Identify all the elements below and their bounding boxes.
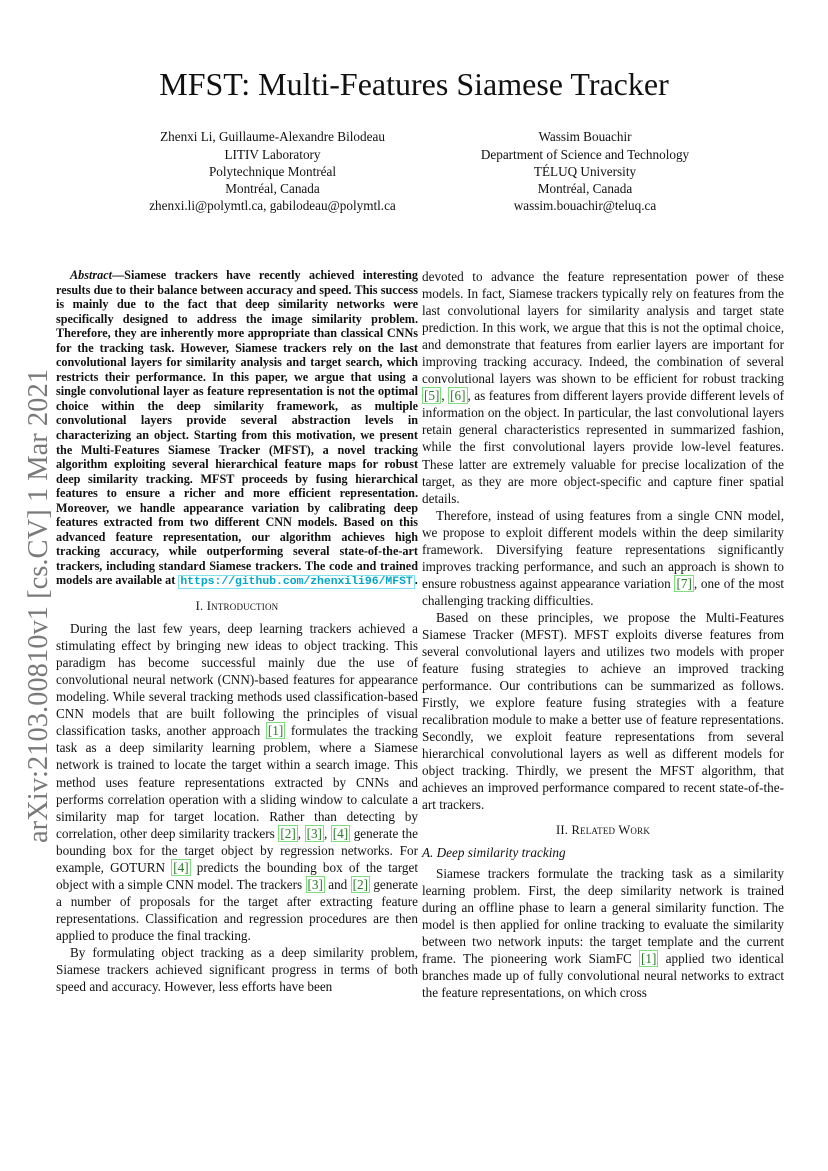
subsection-heading-deep-similarity: A. Deep similarity tracking xyxy=(422,844,566,860)
citation-link[interactable]: [6] xyxy=(450,388,466,404)
author-block-right xyxy=(440,128,730,214)
code-repository-link[interactable]: https://github.com/zhenxili96/MFST xyxy=(180,576,413,589)
affiliation-location: Montréal, Canada xyxy=(537,181,633,196)
affiliation-institution: TÉLUQ University xyxy=(533,164,637,179)
citation-link[interactable]: [1] xyxy=(267,723,284,739)
citation-link[interactable]: [3] xyxy=(307,876,323,892)
intro-paragraph-3: Therefore, instead of using features from a single CNN model, we propose to exploit different models within the deep similarity framework. Diversifying feature representations significantly improves tracking performance, and such an approach is shown to ensure robustness against appearance variation [7] , one of the most challenging tracking difficulties. xyxy=(422,507,784,608)
citation-link[interactable]: [1] xyxy=(641,950,657,966)
abstract-text: —Siamese trackers have recently achieved interesting results due to their balance between accuracy and speed. This success is mainly due to the fact that deep similarity networks were specifically designed to address the image similarity problem. Therefore, they are inherently more appropriate than classical CNNs for the tracking task. However, Siamese trackers rely on the last convolutional layers for similarity analysis and target search, which restricts their performance. In this paper, we argue that using a single convolutional layer as feature representation is not the optimal choice within the deep similarity framework, as multiple convolutional layers provide several abstraction levels in characterizing an object. Starting from this motivation, we present the Multi-Features Siamese Tracker (MFST), a novel tracking algorithm exploiting several hierarchical feature maps for robust deep similarity tracking. MFST proceeds by fusing hierarchical features to ensure a richer and more efficient representation. Moreover, we handle appearance variation by calibrating deep features extracted from two different CNN models. Based on this advanced feature representation, our algorithm achieves high tracking accuracy, while outperforming several state-of-the-art trackers, including standard Siamese trackers. The code and trained models are available at xyxy=(56,268,418,588)
intro-paragraph-4: Based on these principles, we propose the Multi-Features Siamese Tracker (MFST). MFST exploits diverse features from several convolutional layers and utilizes two models with proper feature fusing strategies to achieve an improved tracking performance. Our contributions can be summarized as follows. Firstly, we explore feature fusing strategies with a feature recalibration module to make a better use of feature representations. Secondly, we exploit feature representations from several hierarchical convolutional layers as well as different models for object tracking. Thirdly, we present the MFST algorithm, that achieves an improved performance compared to recent state-of-the-art trackers. xyxy=(422,609,784,813)
author-block-left xyxy=(110,128,435,214)
author-names: Wassim Bouachir xyxy=(538,129,632,144)
arxiv-identifier-stamp xyxy=(14,365,60,845)
intro-paragraph-1: During the last few years, deep learning trackers achieved a stimulating effect by bringing new ideas to object tracking. This paradigm has become successful mainly due the use of convolutional neural network (CNN)-based features for appearance modeling. While several tracking methods used classification-based CNN models that are built following the principles of visual classification tasks, another approach [1] formulates the tracking task as a deep similarity learning problem, where a Siamese network is trained to locate the target within a search image. This method uses feature representations extracted by CNNs and performs correlation operation with a sliding window to calculate a similarity map for target location. Rather than detecting by correlation, other deep similarity trackers [2] , [3] , [4] generate the bounding box for the target object by regression networks. For example, GOTURN [4] predicts the bounding box of the target object with a simple CNN model. The trackers [3] and [2] generate a number of proposals for the target after extracting feature representations. Classification and regression procedures are then applied to produce the final tracking. xyxy=(56,621,418,943)
affiliation-lab: LITIV Laboratory xyxy=(224,147,321,162)
intro-paragraph-2-start: By formulating object tracking as a deep similarity problem, Siamese trackers achieved significant progress in terms of both speed and accuracy. However, less efforts have been xyxy=(56,944,418,995)
paper-title: MFST: Multi-Features Siamese Tracker xyxy=(159,66,669,102)
affiliation-department: Department of Science and Technology xyxy=(480,147,690,162)
author-emails: zhenxi.li@polymtl.ca, gabilodeau@polymtl.ca xyxy=(149,198,396,213)
left-column xyxy=(56,268,418,995)
section-heading-related-work: II. Related Work xyxy=(555,822,651,837)
section-heading-introduction: I. Introduction xyxy=(195,599,279,614)
citation-link[interactable]: [5] xyxy=(424,388,440,404)
right-column xyxy=(422,268,784,1001)
citation-link[interactable]: [2] xyxy=(280,825,296,841)
citation-link[interactable]: [4] xyxy=(173,859,189,875)
affiliation-institution: Polytechnique Montréal xyxy=(208,164,337,179)
author-names: Zhenxi Li, Guillaume-Alexandre Bilodeau xyxy=(160,129,385,144)
citation-link[interactable]: [2] xyxy=(352,876,368,892)
intro-paragraph-2-continued: devoted to advance the feature representation power of these models. In fact, Siamese trackers typically rely on features from the last convolutional layers for similarity analysis and target state prediction. In this work, we argue that this is not the optimal choice, and demonstrate that features from earlier layers are important for improving tracking accuracy. Indeed, the combination of several convolutional layers was shown to be efficient for robust tracking [5] , [6] , as features from different layers provide different levels of information on the object. In particular, the last convolutional layers retain general characteristics represented in summarized fashion, while the first convolutional layers provide low-level features. These latter are extremely valuable for precise localization of the target, as they are more object-specific and capture finer spatial details. xyxy=(422,269,785,506)
author-email: wassim.bouachir@teluq.ca xyxy=(513,198,657,213)
citation-link[interactable]: [3] xyxy=(306,825,322,841)
citation-link[interactable]: [4] xyxy=(332,825,349,841)
abstract: Abstract—Siamese trackers have recently achieved interesting results due to their balance between accuracy and speed. This success is mainly due to the fact that deep similarity networks were specifically designed to address the image similarity problem. Therefore, they are inherently more appropriate than classical CNNs for the tracking task. However, Siamese trackers rely on the last convolutional layers for similarity analysis and target search, which restricts their performance. In this paper, we argue that using a single convolutional layer as feature representation is not the optimal choice within the deep similarity framework, as multiple convolutional layers provide several abstraction levels in characterizing an object. Starting from this motivation, we present the Multi-Features Siamese Tracker (MFST), a novel tracking algorithm exploiting several hierarchical feature maps for robust deep similarity tracking. MFST proceeds by fusing hierarchical features to ensure a richer and more efficient representation. Moreover, we handle appearance variation by calibrating deep features extracted from two different CNN models. Based on this advanced feature representation, our algorithm achieves high tracking accuracy, while outperforming several state-of-the-art trackers, including standard Siamese trackers. The code and trained models are available at https://github.com/zhenxili96/MFST . xyxy=(56,268,418,589)
arxiv-id-text: arXiv:2103.00810v1 [cs.CV] 1 Mar 2021 xyxy=(23,377,54,843)
affiliation-location: Montréal, Canada xyxy=(225,181,320,196)
abstract-label: Abstract xyxy=(70,268,112,282)
related-work-paragraph-1: Siamese trackers formulate the tracking task as a similarity learning problem. First, the deep similarity network is trained during an offline phase to learn a general similarity function. The model is then applied for online tracking to evaluate the similarity between two network inputs: the target template and the current frame. The pioneering work SiamFC [1] applied two identical branches made up of fully convolutional neural networks to extract the feature representations, on which cross xyxy=(422,865,785,1000)
citation-link[interactable]: [7] xyxy=(676,575,692,591)
